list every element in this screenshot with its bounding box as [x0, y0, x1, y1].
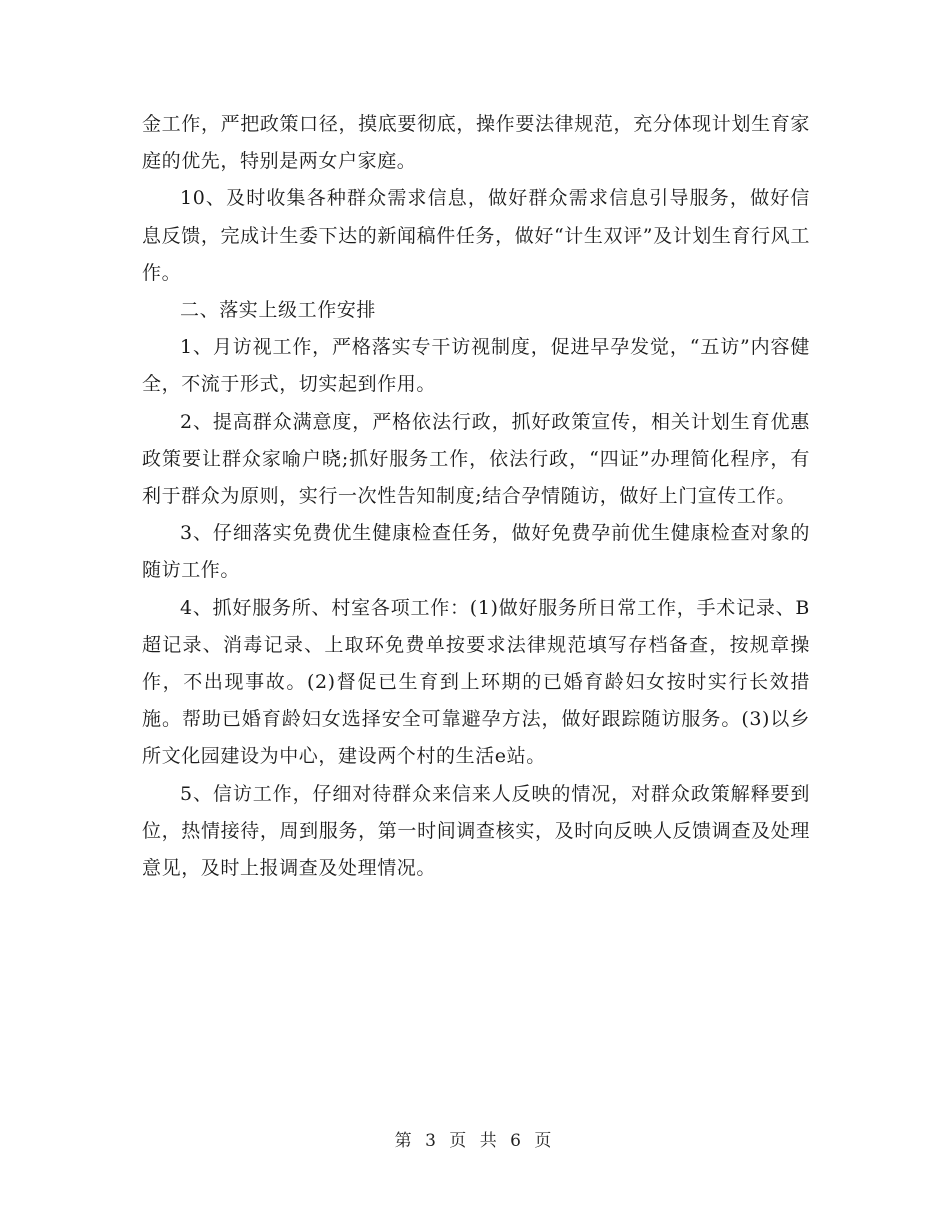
paragraph-item-4: 4、抓好服务所、村室各项工作：(1)做好服务所日常工作，手术记录、B超记录、消毒记录、上取环免费单按要求法律规范填写存档备查，按规章操作，不出现事故。(2)督促已生育到上环期的已婚育龄妇女按时实行长效措施。帮助已婚育龄妇女选择安全可靠避孕方法，做好跟踪随访服务。(3)以乡所文化园建设为中心，建设两个村的生活e站。: [142, 596, 810, 768]
paragraph-item-3: 3、仔细落实免费优生健康检查任务，做好免费孕前优生健康检查对象的随访工作。: [142, 522, 810, 582]
page-number-footer: 第 3 页 共 6 页: [394, 1131, 556, 1151]
document-body: [142, 106, 810, 887]
paragraph-item-5: 5、信访工作，仔细对待群众来信来人反映的情况，对群众政策解释要到位，热情接待，周到服务，第一时间调查核实，及时向反映人反馈调查及处理意见，及时上报调查及处理情况。: [142, 782, 810, 880]
paragraph-item-2: 2、提高群众满意度，严格依法行政，抓好政策宣传，相关计划生育优惠政策要让群众家喻户晓;抓好服务工作，依法行政，“四证”办理简化程序，有利于群众为原则，实行一次性告知制度;结合孕情随访，做好上门宣传工作。: [142, 410, 810, 508]
section-heading: 二、落实上级工作安排: [180, 299, 377, 322]
paragraph-item-10: 10、及时收集各种群众需求信息，做好群众需求信息引导服务，做好信息反馈，完成计生委下达的新闻稿件任务，做好“计生双评”及计划生育行风工作。: [142, 187, 810, 284]
paragraph-continuation: 金工作，严把政策口径，摸底要彻底，操作要法律规范，充分体现计划生育家庭的优先，特别是两女户家庭。: [142, 113, 810, 173]
paragraph-item-1: 1、月访视工作，严格落实专干访视制度，促进早孕发觉，“五访”内容健全，不流于形式，切实起到作用。: [142, 336, 810, 396]
